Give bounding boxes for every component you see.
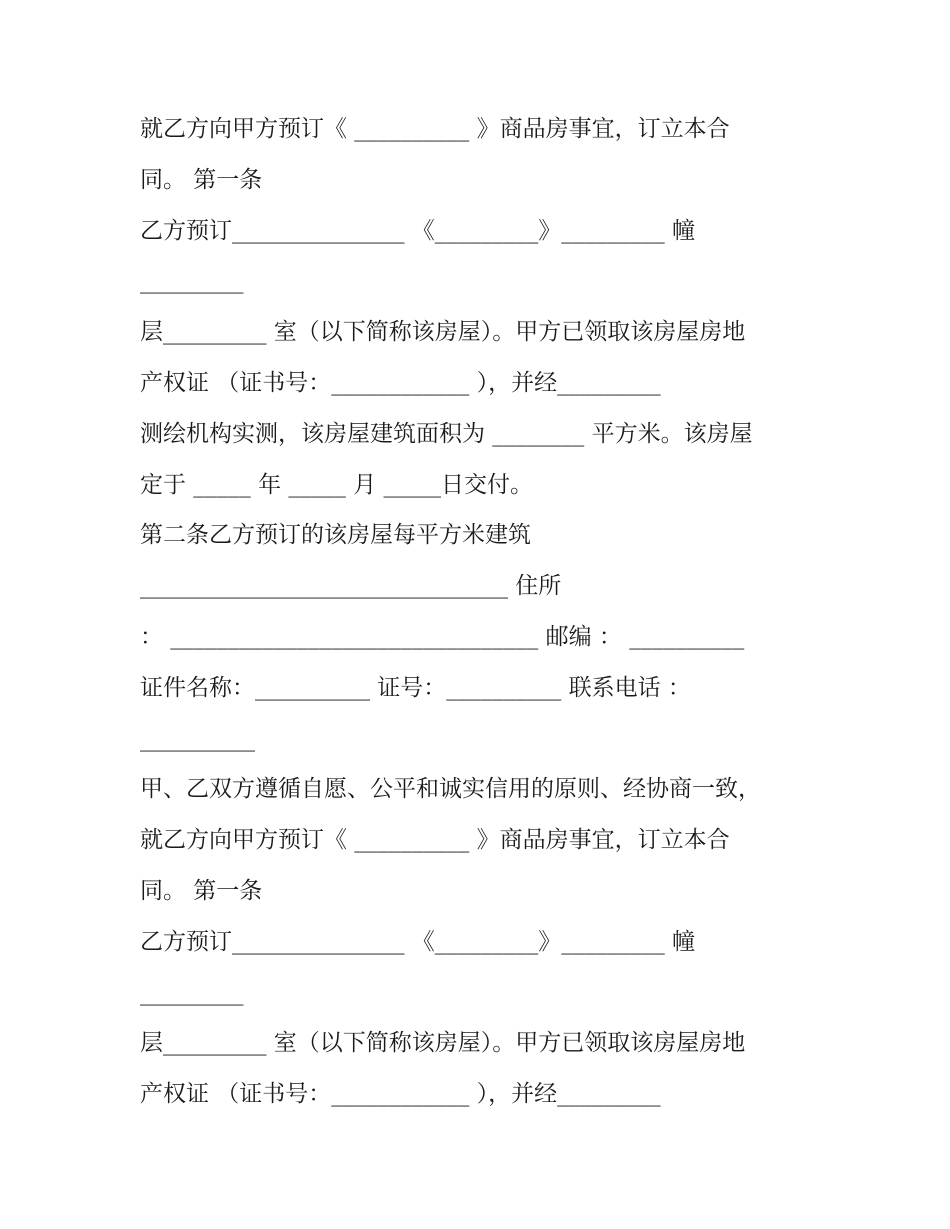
text-line: 产权证 （证书号：____________ ），并经_________ [140, 1081, 661, 1108]
text-line: ________________________________ 住所 [140, 573, 562, 600]
text-line: 测绘机构实测，该房屋建筑面积为 ________ 平方米。该房屋 [140, 420, 753, 447]
text-line: 甲、乙双方遵循自愿、公平和诚实信用的原则、经协商一致， [140, 776, 761, 803]
text-line: 产权证 （证书号：____________ ），并经_________ [140, 369, 661, 396]
contract-text [140, 104, 820, 1120]
text-line: 乙方预订_______________ 《_________》_________ 幢 [140, 217, 696, 244]
text-line: 层_________ 室（以下简称该房屋）。甲方已领取该房屋房地 [140, 319, 746, 346]
text-line: 证件名称：__________ 证号：__________ 联系电话 ： [140, 674, 691, 701]
text-line: 同。 第一条 [140, 877, 263, 904]
text-line: _________ [140, 268, 244, 295]
text-line: __________ [140, 725, 255, 752]
text-line: 乙方预订_______________ 《_________》_________ 幢 [140, 928, 696, 955]
text-line: 定于 _____ 年 _____ 月 _____日交付。 [140, 471, 534, 498]
text-line: 就乙方向甲方预订《 __________ 》商品房事宜，订立本合 [140, 827, 730, 854]
text-line: _________ [140, 979, 244, 1006]
text-line: 第二条乙方预订的该房屋每平方米建筑 [140, 522, 531, 549]
text-line: 同。 第一条 [140, 166, 263, 193]
text-line: 层_________ 室（以下简称该房屋）。甲方已领取该房屋房地 [140, 1030, 746, 1057]
text-line: ： ________________________________ 邮编 ： __________ [140, 623, 745, 650]
text-line: 就乙方向甲方预订《 __________ 》商品房事宜，订立本合 [140, 116, 730, 142]
